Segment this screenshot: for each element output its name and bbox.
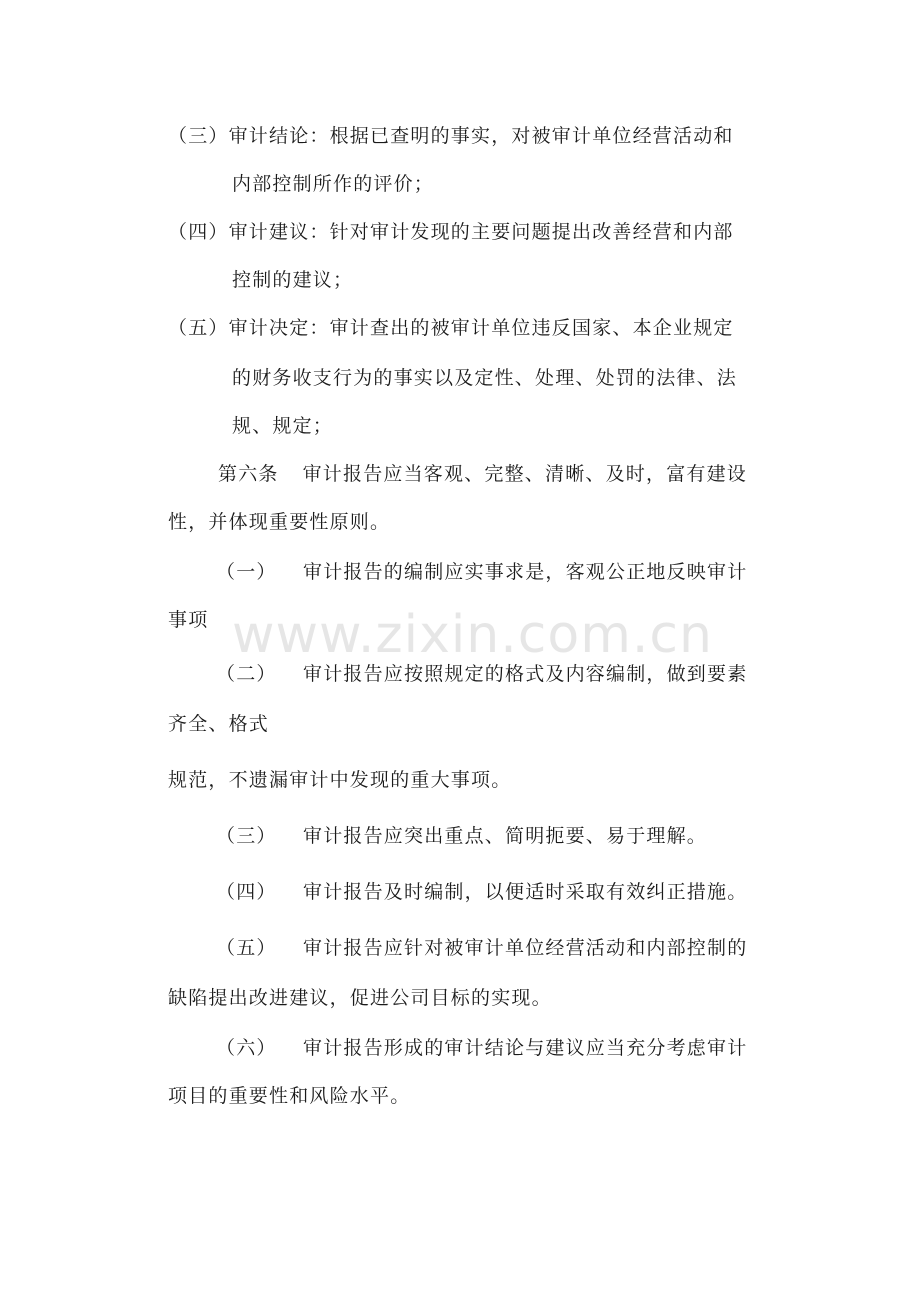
sub-item-marker: （四）: [216, 881, 277, 903]
sub-item-4: [216, 880, 747, 904]
list-item-4: [168, 220, 734, 244]
sub-item-6-continuation: 项目的重要性和风险水平。: [168, 1085, 411, 1107]
article-text: 审计报告应当客观、完整、清晰、及时，富有建设: [302, 463, 748, 485]
sub-item-5: [216, 936, 747, 960]
sub-item-6: [216, 1036, 747, 1060]
list-text: 审计建议：针对审计发现的主要问题提出改善经营和内部: [228, 221, 734, 243]
sub-item-2-continuation: 齐全、格式: [168, 713, 270, 735]
sub-item-3: [216, 824, 707, 848]
sub-item-text: 审计报告及时编制，以便适时采取有效纠正措施。: [303, 881, 748, 903]
sub-item-2-continuation-2: 规范，不遗漏审计中发现的重大事项。: [168, 769, 512, 791]
sub-item-2: [216, 662, 747, 686]
article-6: [218, 462, 747, 486]
list-item-5: [168, 316, 734, 340]
list-text: 审计结论：根据已查明的事实，对被审计单位经营活动和: [228, 125, 734, 147]
sub-item-marker: （六）: [216, 1037, 277, 1059]
sub-item-text: 审计报告应突出重点、简明扼要、易于理解。: [303, 825, 708, 847]
sub-item-marker: （五）: [216, 937, 277, 959]
sub-item-marker: （二）: [216, 663, 277, 685]
list-marker: （三）: [168, 125, 229, 147]
sub-item-text: 审计报告应按照规定的格式及内容编制，做到要素: [303, 663, 748, 685]
sub-item-text: 审计报告应针对被审计单位经营活动和内部控制的: [303, 937, 748, 959]
article-label: 第六条: [218, 463, 279, 485]
sub-item-text: 审计报告的编制应实事求是，客观公正地反映审计: [303, 561, 748, 583]
sub-item-1: [216, 560, 747, 584]
list-marker: （五）: [168, 317, 229, 339]
list-item-3-continuation: 内部控制所作的评价；: [232, 173, 435, 195]
sub-item-1-continuation: 事项: [168, 609, 209, 631]
list-item-5-continuation-2: 规、规定；: [232, 415, 334, 437]
list-item-3: [168, 124, 734, 148]
list-text: 审计决定：审计查出的被审计单位违反国家、本企业规定: [228, 317, 734, 339]
list-marker: （四）: [168, 221, 229, 243]
list-item-5-continuation: 的财务收支行为的事实以及定性、处理、处罚的法律、法: [232, 367, 738, 389]
watermark: www.zixin.com.cn: [232, 605, 713, 665]
sub-item-5-continuation: 缺陷提出改进建议，促进公司目标的实现。: [168, 987, 552, 1009]
sub-item-marker: （三）: [216, 825, 277, 847]
sub-item-marker: （一）: [216, 561, 277, 583]
sub-item-text: 审计报告形成的审计结论与建议应当充分考虑审计: [303, 1037, 748, 1059]
article-6-continuation: 性，并体现重要性原则。: [168, 511, 391, 533]
list-item-4-continuation: 控制的建议；: [232, 269, 354, 291]
